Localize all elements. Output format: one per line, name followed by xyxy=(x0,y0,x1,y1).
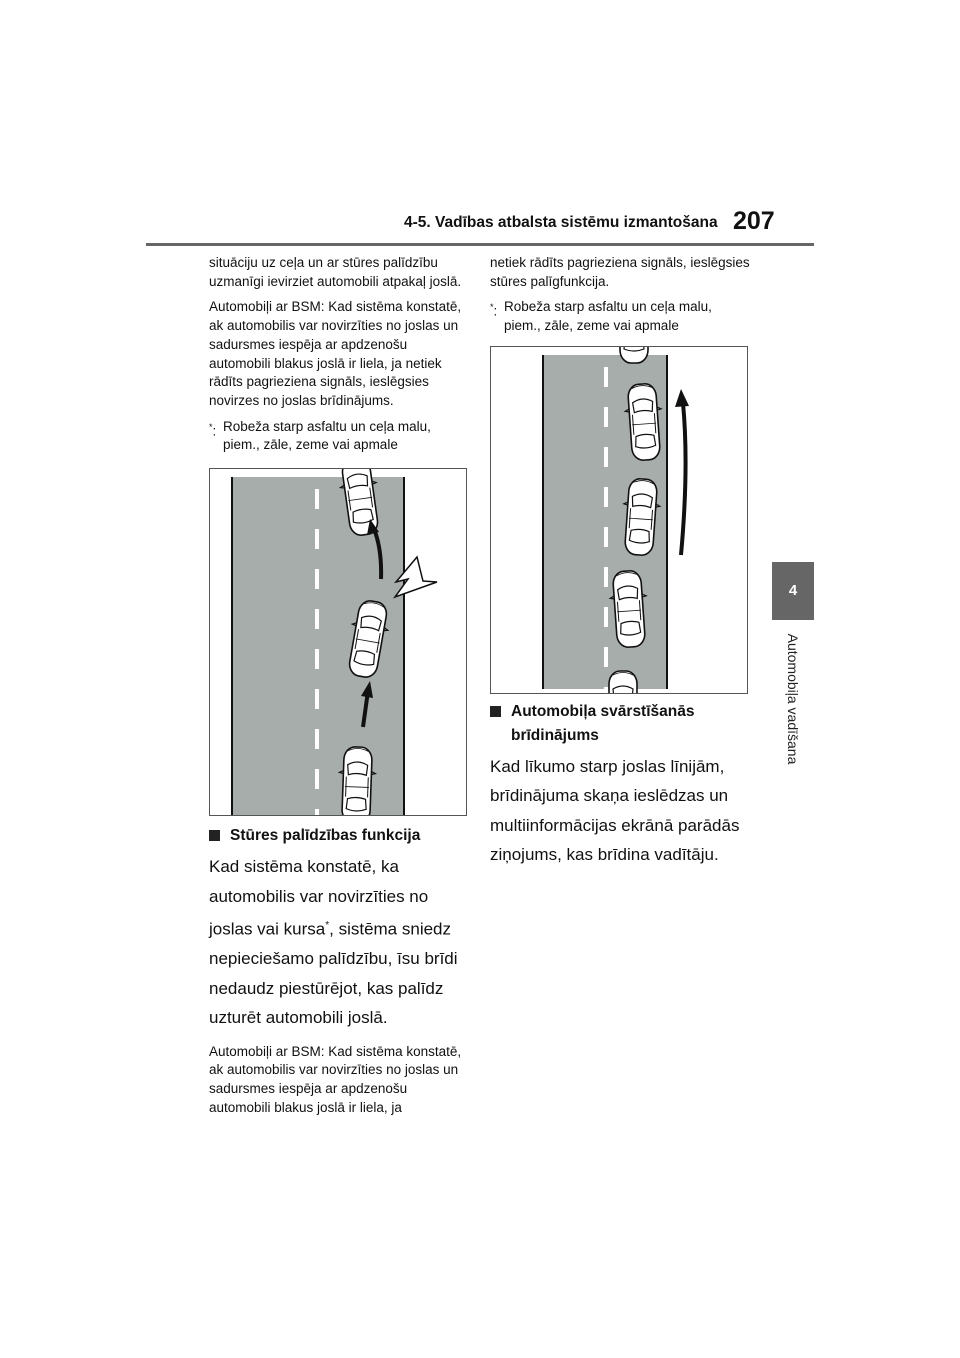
footnote-mark: *: xyxy=(490,302,498,319)
section-heading: Automobiļa svārstīšanās brīdinājums xyxy=(490,700,752,748)
footnote-mark: *: xyxy=(209,421,217,439)
heading-square-icon xyxy=(490,706,501,717)
lane-keep-figure xyxy=(209,468,467,816)
section-title: 4-5. Vadības atbalsta sistēmu izmantošana xyxy=(404,214,718,231)
left-column xyxy=(209,254,471,1125)
chapter-title: Automobiļa vadīšana xyxy=(785,633,801,765)
paragraph: netiek rādīts pagrieziena signāls, ieslēgsies stūres palīgfunkcija. xyxy=(490,255,750,289)
paragraph: Automobiļi ar BSM: Kad sistēma konstatē, ak automobilis var novirzīties no joslas un sadursmes iespēja ar apdzenošu automobili blakus joslā ir liela, ja netiek rādīts pagrieziena signāls, ieslēgsies novirzes no joslas brīdinājums. xyxy=(209,299,462,408)
page-number: 207 xyxy=(733,207,775,235)
sway-warning-figure xyxy=(490,346,748,694)
header-rule xyxy=(146,243,814,246)
footnote xyxy=(490,298,752,335)
footnote-text: Robeža starp asfaltu un ceļa malu, piem., zāle, zeme vai apmale xyxy=(504,299,712,334)
body-paragraph: Kad sistēma konstatē, ka automobilis var novirzīties no joslas vai kursa*, sistēma sniedz nepieciešamo palīdzību, īsu brīdi nedaudz piestūrējot, kas palīdz uzturēt automobili joslā. xyxy=(209,857,458,1028)
arrow-icon xyxy=(681,403,686,555)
footnote-text: Robeža starp asfaltu un ceļa malu, piem., zāle, zeme vai apmale xyxy=(223,418,431,453)
chapter-tab: 4 xyxy=(772,562,814,620)
footnote xyxy=(209,418,471,455)
paragraph: Automobiļi ar BSM: Kad sistēma konstatē, ak automobilis var novirzīties no joslas un sadursmes iespēja ar apdzenošu automobili blakus joslā ir liela, ja xyxy=(209,1043,462,1115)
heading-square-icon xyxy=(209,830,220,841)
right-column xyxy=(490,254,752,880)
car-icon xyxy=(338,746,377,815)
paragraph: situāciju uz ceļa un ar stūres palīdzību uzmanīgi ievirziet automobili atpakaļ joslā. xyxy=(209,255,462,289)
section-heading: Stūres palīdzības funkcija xyxy=(209,824,471,848)
body-paragraph: Kad līkumo starp joslas līnijām, brīdinājuma skaņa ieslēdzas un multiinformācijas ekrānā parādās ziņojums, kas brīdina vadītāju. xyxy=(490,756,740,865)
